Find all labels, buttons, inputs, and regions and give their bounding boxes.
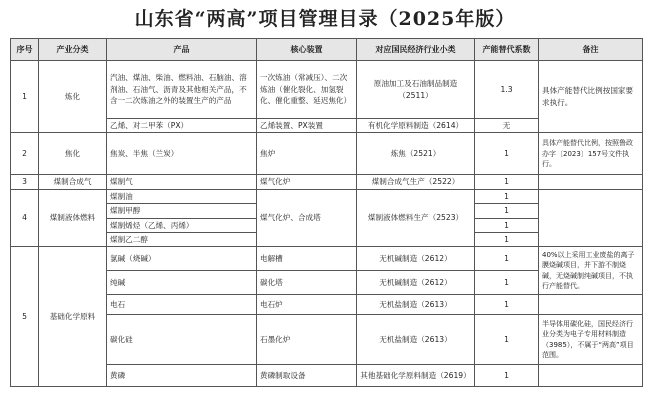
table-header-row: [11, 39, 643, 61]
row-product: 电石: [107, 295, 257, 315]
row-product: 煤制气: [107, 175, 257, 189]
row-remark: 具体产能替代比例，按照鲁政办字〔2023〕157号文件执行。: [539, 133, 643, 175]
row-category: 煤制液体燃料: [39, 189, 107, 247]
row-remark: 具体产能替代比例按国家要求执行。: [539, 61, 643, 133]
catalog-table: [10, 38, 643, 387]
row-industry: 无机碱制造（2612）: [357, 247, 475, 271]
table-row: [11, 189, 643, 203]
row-core-unit: 焦炉: [257, 133, 357, 175]
row-industry: 无机盐制造（2613）: [357, 315, 475, 365]
row-product: 乙烯、对二甲苯（PX）: [107, 119, 257, 133]
row-remark: [539, 189, 643, 247]
header-core-unit: 核心装置: [257, 39, 357, 61]
row-industry: 原油加工及石油制品制造（2511）: [357, 61, 475, 119]
row-remark: [539, 365, 643, 387]
row-industry: 有机化学原料制造（2614）: [357, 119, 475, 133]
row-product: 碳化硅: [107, 315, 257, 365]
row-remark: [539, 295, 643, 315]
row-category: 煤制合成气: [39, 175, 107, 189]
row-coefficient: 1.3: [475, 61, 539, 119]
row-coefficient: 1: [475, 295, 539, 315]
row-industry: 无机碱制造（2612）: [357, 271, 475, 295]
row-index: 2: [11, 133, 39, 175]
row-industry: 煤制合成气生产（2522）: [357, 175, 475, 189]
row-core-unit: 煤气化炉: [257, 175, 357, 189]
row-core-unit: 碳化塔: [257, 271, 357, 295]
page-title: 山东省“两高”项目管理目录（2025年版）: [134, 8, 516, 30]
row-index: 1: [11, 61, 39, 133]
row-remark: [539, 175, 643, 189]
row-category: 基础化学原料: [39, 247, 107, 387]
row-remark: 半导体用碳化硅，国民经济行业分类为电子专用材料制造（3985），不属于“两高”项目范围。: [539, 315, 643, 365]
header-industry: 对应国民经济行业小类: [357, 39, 475, 61]
row-product: 煤制烯烃（乙烯、丙烯）: [107, 218, 257, 232]
row-core-unit: 黄磷制取设备: [257, 365, 357, 387]
row-category: 焦化: [39, 133, 107, 175]
row-coefficient: 1: [475, 175, 539, 189]
table-row: [11, 175, 643, 189]
row-index: 3: [11, 175, 39, 189]
row-core-unit: 乙烯装置、PX装置: [257, 119, 357, 133]
row-coefficient: 1: [475, 189, 539, 203]
row-core-unit: 电石炉: [257, 295, 357, 315]
row-core-unit: 煤气化炉、合成塔: [257, 189, 357, 247]
header-coefficient: 产能替代系数: [475, 39, 539, 61]
row-product: 黄磷: [107, 365, 257, 387]
row-industry: 煤制液体燃料生产（2523）: [357, 189, 475, 247]
row-coefficient: 1: [475, 247, 539, 271]
row-coefficient: 1: [475, 204, 539, 218]
row-core-unit: 电解槽: [257, 247, 357, 271]
row-product: 焦炭、半焦（兰炭）: [107, 133, 257, 175]
catalog-table-container: [10, 38, 642, 387]
row-industry: 炼焦（2521）: [357, 133, 475, 175]
header-product: 产品: [107, 39, 257, 61]
row-product: 汽油、煤油、柴油、燃料油、石脑油、溶剂油、石油气、沥青及其他相关产品，不含一二次炼油之外的装置生产的产品: [107, 61, 257, 119]
row-index: 5: [11, 247, 39, 387]
row-coefficient: 1: [475, 315, 539, 365]
table-row: [11, 133, 643, 175]
row-coefficient: 1: [475, 365, 539, 387]
row-coefficient: 无: [475, 119, 539, 133]
table-row: [11, 61, 643, 119]
header-index: 序号: [11, 39, 39, 61]
row-product: 煤制油: [107, 189, 257, 203]
row-index: 4: [11, 189, 39, 247]
header-category: 产业分类: [39, 39, 107, 61]
row-coefficient: 1: [475, 271, 539, 295]
row-product: 纯碱: [107, 271, 257, 295]
row-industry: 无机盐制造（2613）: [357, 295, 475, 315]
table-row: [11, 247, 643, 271]
row-coefficient: 1: [475, 232, 539, 246]
row-category: 炼化: [39, 61, 107, 133]
row-product: 煤制甲醇: [107, 204, 257, 218]
row-coefficient: 1: [475, 218, 539, 232]
row-product: 氯碱（烧碱）: [107, 247, 257, 271]
row-remark: 40%以上采用工业废盐的离子膜烧碱项目，并下游不制烧碱，无烧碱制纯碱项目，不执行产能替代。: [539, 247, 643, 295]
header-remark: 备注: [539, 39, 643, 61]
row-core-unit: 一次炼油（常减压）、二次炼油（催化裂化、加氢裂化、催化重整、延迟焦化）: [257, 61, 357, 119]
row-core-unit: 石墨化炉: [257, 315, 357, 365]
row-product: 煤制乙二醇: [107, 232, 257, 246]
row-industry: 其他基础化学原料制造（2619）: [357, 365, 475, 387]
row-coefficient: 1: [475, 133, 539, 175]
